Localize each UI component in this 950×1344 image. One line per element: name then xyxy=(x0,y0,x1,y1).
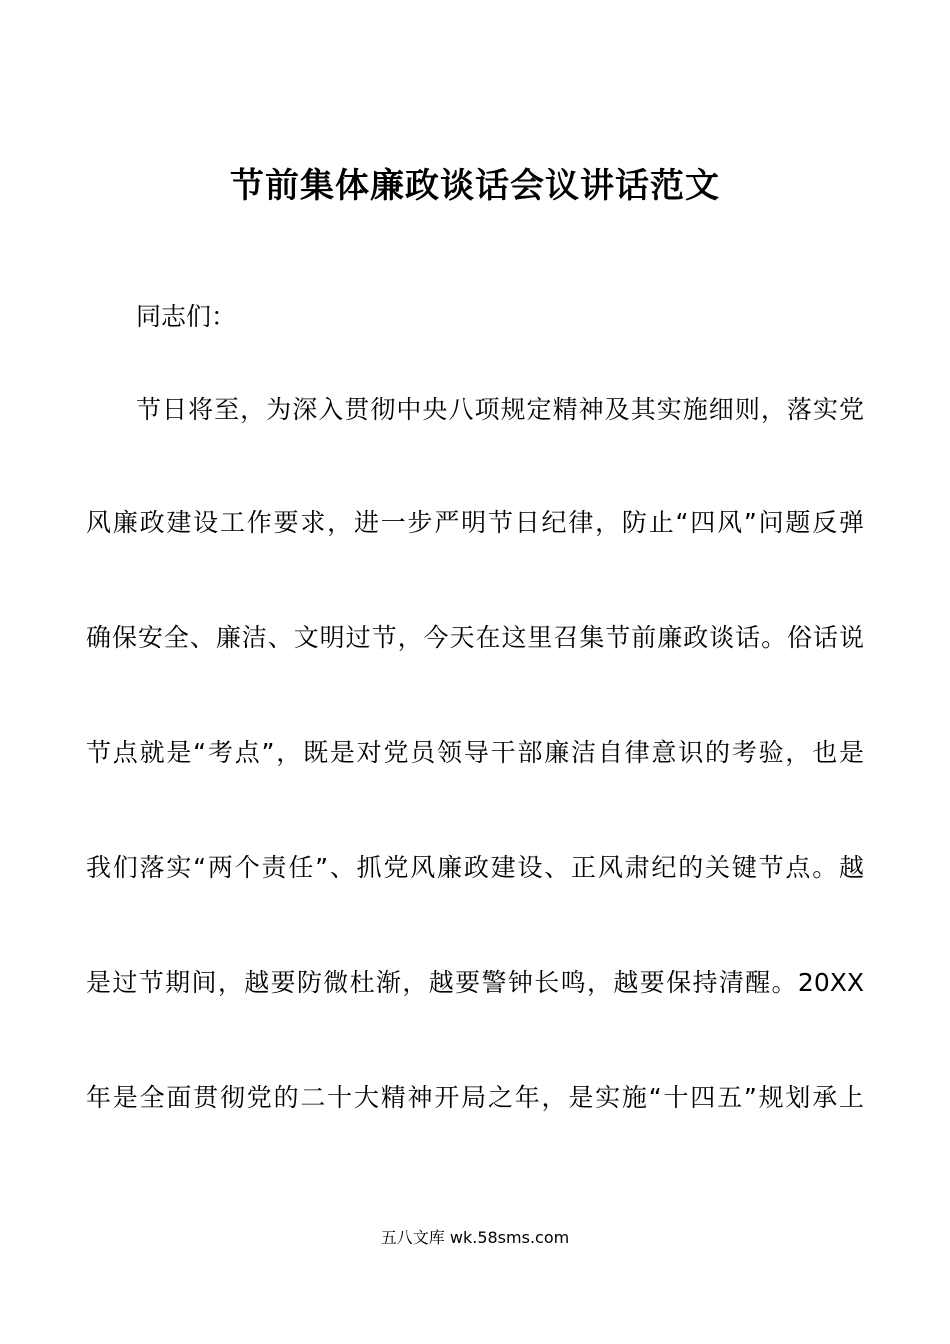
body-line-1: 节日将至，为深入贯彻中央八项规定精神及其实施细则，落实党 xyxy=(136,395,864,424)
body-line-5: 我们落实“两个责任”、抓党风廉政建设、正风肃纪的关键节点。越 xyxy=(86,853,864,882)
document-title: 节前集体廉政谈话会议讲话范文 xyxy=(230,166,720,206)
body-line-4: 节点就是“考点”，既是对党员领导干部廉洁自律意识的考验，也是 xyxy=(86,738,864,767)
body-line-2: 风廉政建设工作要求，进一步严明节日纪律，防止“四风”问题反弹 xyxy=(86,508,864,537)
body-line-6: 是过节期间，越要防微杜渐，越要警钟长鸣，越要保持清醒。20XX xyxy=(86,968,864,997)
body-line-3: 确保安全、廉洁、文明过节，今天在这里召集节前廉政谈话。俗话说 xyxy=(86,623,864,652)
footer-watermark: 五八文库 wk.58sms.com xyxy=(380,1228,570,1247)
greeting: 同志们： xyxy=(136,302,237,331)
body-line-7: 年是全面贯彻党的二十大精神开局之年，是实施“十四五”规划承上 xyxy=(86,1083,864,1112)
